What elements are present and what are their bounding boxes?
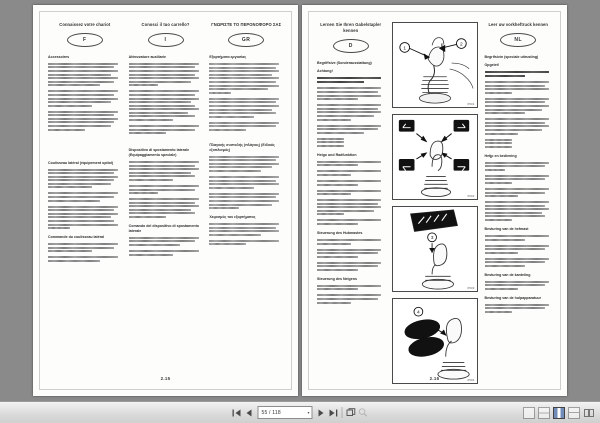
toolbar-separator — [342, 407, 343, 418]
body-paragraph — [485, 245, 553, 254]
body-paragraph — [48, 256, 122, 262]
body-paragraph — [129, 63, 203, 87]
section-heading-achtung: Achtung! — [317, 69, 333, 74]
first-page-button[interactable] — [232, 406, 243, 419]
body-paragraph — [317, 180, 385, 186]
figure-joystick-buttons[interactable] — [392, 298, 478, 384]
body-paragraph — [48, 111, 122, 131]
body-paragraph — [317, 249, 385, 258]
joystick-illustration-4 — [393, 299, 477, 383]
svg-text:3: 3 — [430, 236, 433, 242]
view-mode-group — [523, 406, 594, 419]
figure-code: 6502 — [467, 194, 475, 198]
column-title-dutch: Leer uw vorkheftruck kennen — [488, 22, 549, 27]
figure-code: 6504 — [467, 378, 475, 382]
body-paragraph — [485, 139, 553, 148]
section-heading-besturing-hefmast: Besturing van de hefmast — [484, 227, 529, 232]
section-heading-heigo: Heigo und Radfunktion — [317, 152, 357, 157]
body-paragraph — [209, 193, 283, 209]
body-paragraph — [129, 250, 203, 256]
language-column-french — [48, 22, 122, 365]
body-paragraph — [129, 185, 203, 194]
section-heading-plagikis: Πλαγικής συστολής (πλάγιος) (Ειδικός εξοπλισμός) — [209, 142, 275, 152]
section-heading-steuerung-hubmast: Steuerung des Hubmastes — [317, 231, 363, 236]
page-number-value[interactable]: 55 / 118 — [261, 409, 281, 416]
body-paragraph — [485, 258, 553, 267]
snapshot-button[interactable] — [346, 406, 357, 419]
body-paragraph — [209, 240, 283, 246]
body-paragraph — [317, 87, 385, 100]
column-title-italian: Conosci il tuo carrello? — [141, 22, 190, 27]
figure-joystick-switch[interactable] — [392, 206, 478, 292]
body-paragraph — [485, 304, 553, 313]
document-page-right[interactable] — [302, 5, 567, 396]
language-column-dutch — [485, 22, 553, 365]
section-heading-accessoires: Accessoires — [48, 54, 70, 59]
language-badge-italian: I — [148, 33, 184, 47]
bottom-toolbar — [0, 401, 600, 423]
body-paragraph — [317, 199, 385, 215]
body-paragraph — [317, 285, 385, 291]
body-paragraph — [485, 81, 553, 94]
body-paragraph — [485, 118, 553, 134]
last-page-button[interactable] — [328, 406, 339, 419]
body-paragraph — [129, 90, 203, 121]
section-heading-attrezzature: Attrezzature ausiliarie — [128, 54, 167, 59]
figure-joystick-directions[interactable] — [392, 114, 478, 200]
section-heading-hetjp: Hetjp en bediening — [484, 153, 517, 158]
body-paragraph — [485, 235, 553, 241]
page-number-left: 2.15 — [160, 376, 171, 381]
body-paragraph — [485, 71, 553, 77]
chevron-left-icon — [246, 409, 253, 417]
body-paragraph — [317, 239, 385, 245]
section-heading-steuerung-neigen: Steuerung des Neigens — [317, 276, 357, 281]
body-paragraph — [317, 104, 385, 120]
chevron-down-icon[interactable]: ▾ — [307, 410, 310, 415]
page-border-left — [39, 11, 292, 390]
column-title-french: Connaissez votre chariot — [59, 22, 111, 27]
language-column-greek — [209, 22, 283, 365]
first-page-icon — [233, 409, 242, 417]
column-title-greek: ΓΝΩΡΙΣΤΕ ΤΟ ΠΕΡΟΝΟΦΟΡΟ ΣΑΣ — [211, 22, 282, 27]
body-paragraph — [485, 162, 553, 171]
section-heading-opgelet: Opgelet! — [484, 62, 500, 67]
view-continuous-button[interactable] — [538, 407, 550, 419]
next-page-button[interactable] — [316, 406, 327, 419]
figure-joystick-callouts[interactable] — [392, 22, 478, 108]
body-paragraph — [317, 125, 385, 134]
page-border-right — [308, 11, 561, 390]
previous-page-button[interactable] — [244, 406, 255, 419]
body-paragraph — [485, 201, 553, 221]
view-facing-pages-button[interactable] — [553, 407, 565, 419]
body-paragraph — [317, 161, 385, 167]
body-paragraph — [485, 281, 553, 290]
figure-code: 6503 — [467, 286, 475, 290]
body-paragraph — [48, 90, 122, 106]
view-single-page-button[interactable] — [523, 407, 535, 419]
view-reflow-button[interactable] — [568, 407, 580, 419]
body-paragraph — [209, 122, 283, 131]
fullscreen-button[interactable] — [583, 406, 594, 419]
joystick-illustration-1 — [393, 23, 477, 107]
language-badge-greek: GR — [228, 33, 264, 47]
body-paragraph — [209, 98, 283, 118]
svg-text:2: 2 — [459, 42, 463, 48]
page-number-right: 2.16 — [429, 376, 440, 381]
body-paragraph — [317, 170, 385, 176]
language-badge-french: F — [67, 33, 103, 47]
body-paragraph — [48, 169, 122, 189]
language-badge-german: D — [333, 39, 369, 53]
body-paragraph — [129, 161, 203, 181]
column-title-german: Lernen Sie Ihren Gabelstapler kennen — [320, 22, 382, 34]
body-paragraph — [48, 63, 122, 87]
body-paragraph — [317, 190, 385, 196]
body-paragraph — [209, 223, 283, 236]
body-paragraph — [129, 198, 203, 218]
body-paragraph — [129, 237, 203, 246]
last-page-icon — [329, 409, 338, 417]
svg-text:1: 1 — [402, 46, 406, 52]
figure-code: 6501 — [467, 102, 475, 106]
body-paragraph — [485, 98, 553, 114]
body-paragraph — [209, 63, 283, 94]
page-navigation-group — [232, 406, 369, 419]
section-heading-besturing-hulpapparatuur: Besturing van de hulpapparatuur — [484, 295, 542, 300]
section-heading-coulisseau: Coulisseau latéral (équipement optiol) — [48, 160, 114, 165]
joystick-illustration-2 — [393, 115, 477, 199]
section-heading-begriffsive: Begriffsive (Sonderausstattung) — [317, 61, 372, 66]
body-paragraph — [317, 219, 385, 225]
body-paragraph — [48, 243, 122, 252]
language-column-italian — [129, 22, 203, 365]
body-paragraph — [48, 192, 122, 201]
body-paragraph — [485, 188, 553, 197]
body-paragraph — [129, 125, 203, 134]
body-paragraph — [317, 138, 385, 147]
snapshot-icon — [347, 408, 356, 417]
body-paragraph — [209, 156, 283, 172]
joystick-illustration-3 — [393, 207, 477, 291]
document-page-left[interactable] — [33, 5, 298, 396]
page-columns-left — [48, 22, 283, 365]
body-paragraph — [317, 77, 385, 83]
body-paragraph — [317, 262, 385, 271]
section-heading-dispositivo: Dispositivo di spostamento laterale (Equipaggiamento speciale) — [128, 148, 190, 158]
section-heading-exartimata: Εξαρτήματα εργασίας — [209, 55, 247, 60]
section-heading-commande: Commande du coulisseau latéral — [48, 235, 105, 240]
svg-text:4: 4 — [416, 310, 420, 316]
magnifier-icon — [359, 408, 368, 417]
section-heading-comando: Comando del dispositivo di spostamento laterale — [128, 224, 199, 233]
section-heading-besturing-kanteling: Besturing van de kanteling — [484, 272, 531, 277]
language-badge-dutch: NL — [500, 33, 536, 47]
language-column-german — [317, 22, 385, 365]
section-heading-begrifsivin: Begrifsivin (speciale uitrusting) — [484, 54, 539, 59]
body-paragraph — [209, 176, 283, 189]
section-heading-xeirismos: Χειρισμός του εξαρτήματος — [209, 215, 256, 220]
body-paragraph — [485, 175, 553, 184]
body-paragraph — [317, 294, 385, 303]
body-paragraph — [48, 206, 122, 230]
zoom-tool-button[interactable] — [358, 406, 369, 419]
chevron-right-icon — [318, 409, 325, 417]
fullscreen-icon — [584, 409, 594, 417]
page-number-input[interactable] — [258, 406, 313, 419]
